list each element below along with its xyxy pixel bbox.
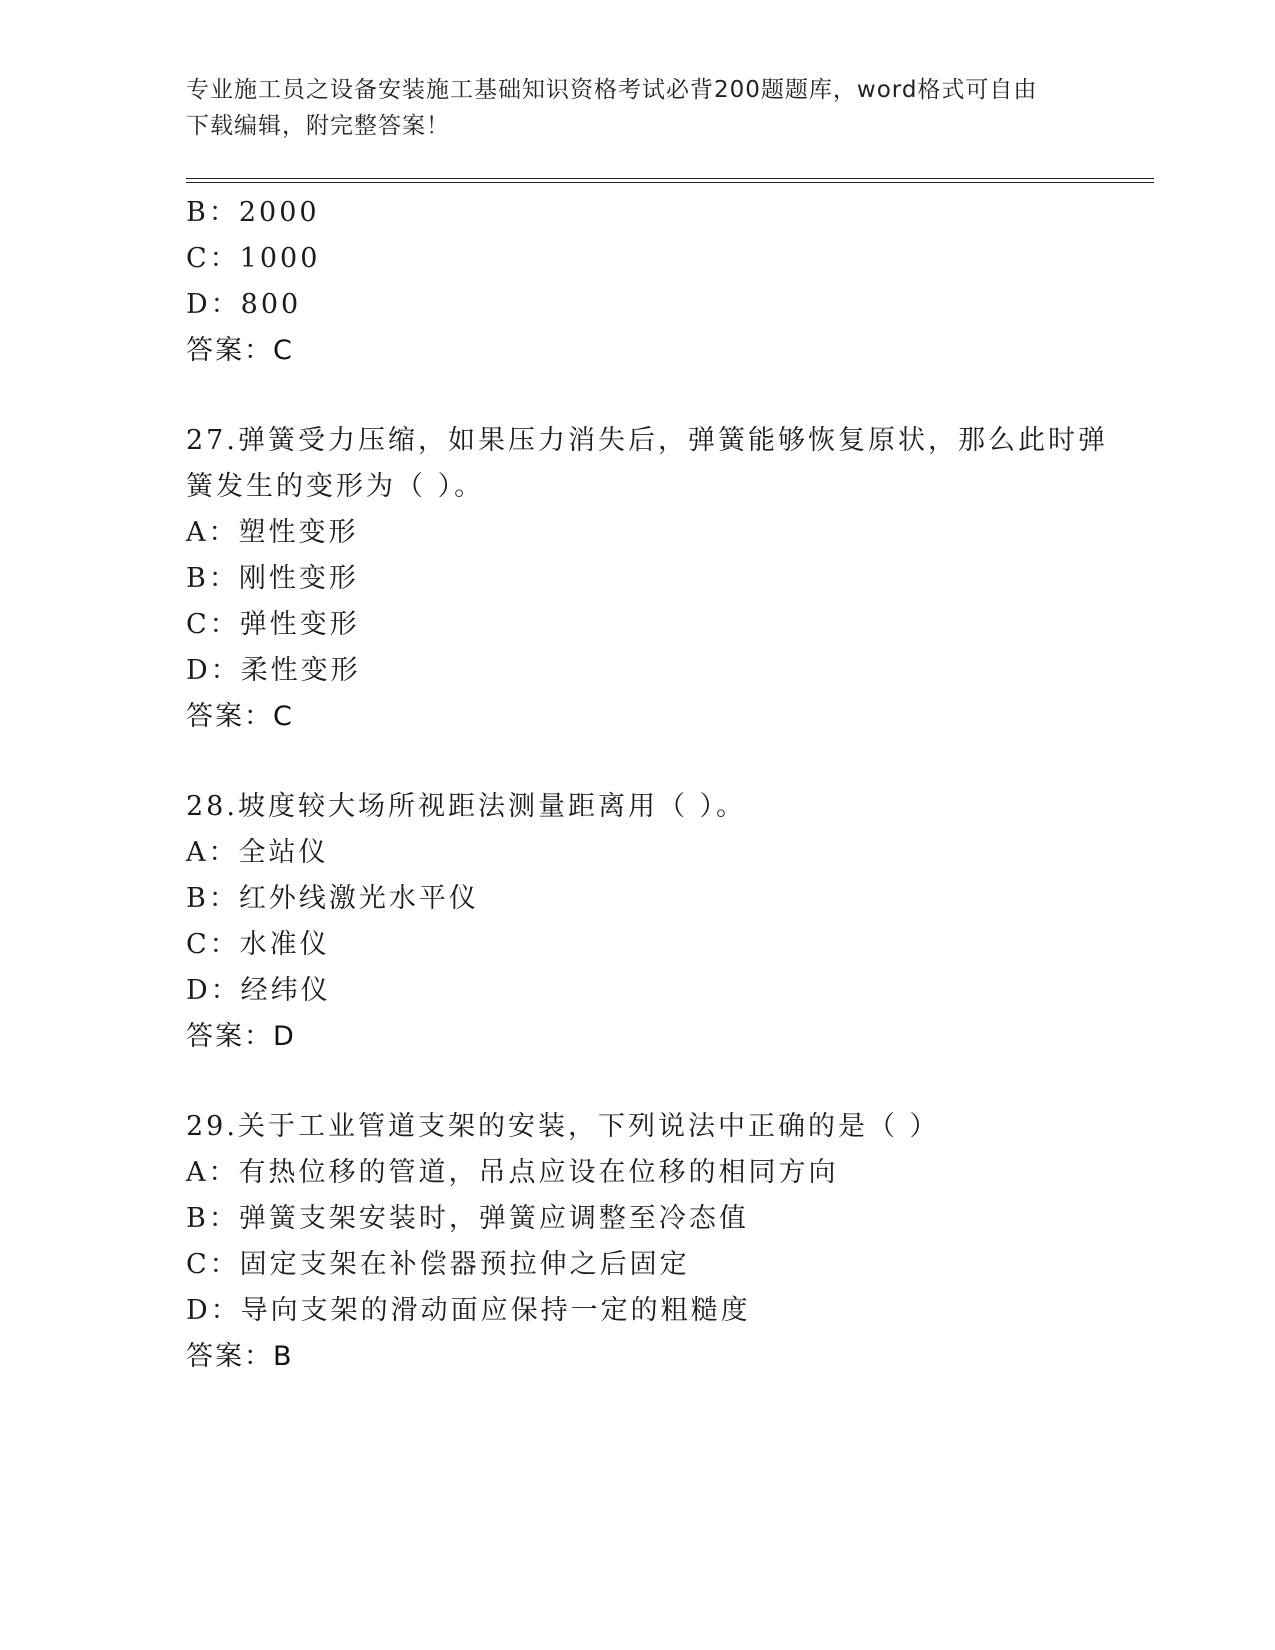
- answer-line: 答案：B: [186, 1341, 294, 1372]
- option-a: A：有热位移的管道，吊点应设在位移的相同方向: [186, 1157, 839, 1188]
- option-d: D：柔性变形: [186, 655, 361, 686]
- question-stem-line: 27.弹簧受力压缩，如果压力消失后，弹簧能够恢复原状，那么此时弹: [186, 425, 1108, 456]
- question-28: [186, 784, 1146, 1060]
- question-29: [186, 1104, 1146, 1380]
- option-d: D：导向支架的滑动面应保持一定的粗糙度: [186, 1295, 751, 1326]
- question-stem-line: 簧发生的变形为（ ）。: [186, 471, 485, 502]
- option-c: C：水准仪: [186, 929, 330, 960]
- option-b: B：弹簧支架安装时，弹簧应调整至冷态值: [186, 1203, 749, 1234]
- question-stem-line: 28.坡度较大场所视距法测量距离用（ ）。: [186, 791, 747, 822]
- option-b: B：2000: [186, 197, 320, 228]
- header-rule-bottom: [186, 182, 1154, 183]
- option-a: A：塑性变形: [186, 517, 359, 548]
- option-c: C：1000: [186, 243, 321, 274]
- answer-line: 答案：C: [186, 335, 294, 366]
- question-26-continued: [186, 190, 1146, 374]
- question-27: [186, 418, 1146, 740]
- option-b: B：刚性变形: [186, 563, 359, 594]
- document-body: [186, 190, 1146, 1380]
- option-d: D：800: [186, 289, 302, 320]
- option-b: B：红外线激光水平仪: [186, 883, 479, 914]
- header-line-1: 专业施工员之设备安装施工基础知识资格考试必背200题题库，word格式可自由: [186, 77, 1038, 103]
- answer-line: 答案：D: [186, 1021, 296, 1052]
- option-c: C：弹性变形: [186, 609, 360, 640]
- answer-line: 答案：C: [186, 701, 294, 732]
- option-c: C：固定支架在补偿器预拉伸之后固定: [186, 1249, 690, 1280]
- header-line-2: 下载编辑，附完整答案！: [186, 113, 450, 139]
- option-a: A：全站仪: [186, 837, 329, 868]
- header-rule-top: [186, 178, 1154, 179]
- option-d: D：经纬仪: [186, 975, 331, 1006]
- question-stem-line: 29.关于工业管道支架的安装，下列说法中正确的是（ ）: [186, 1111, 940, 1142]
- document-header: [186, 72, 1086, 144]
